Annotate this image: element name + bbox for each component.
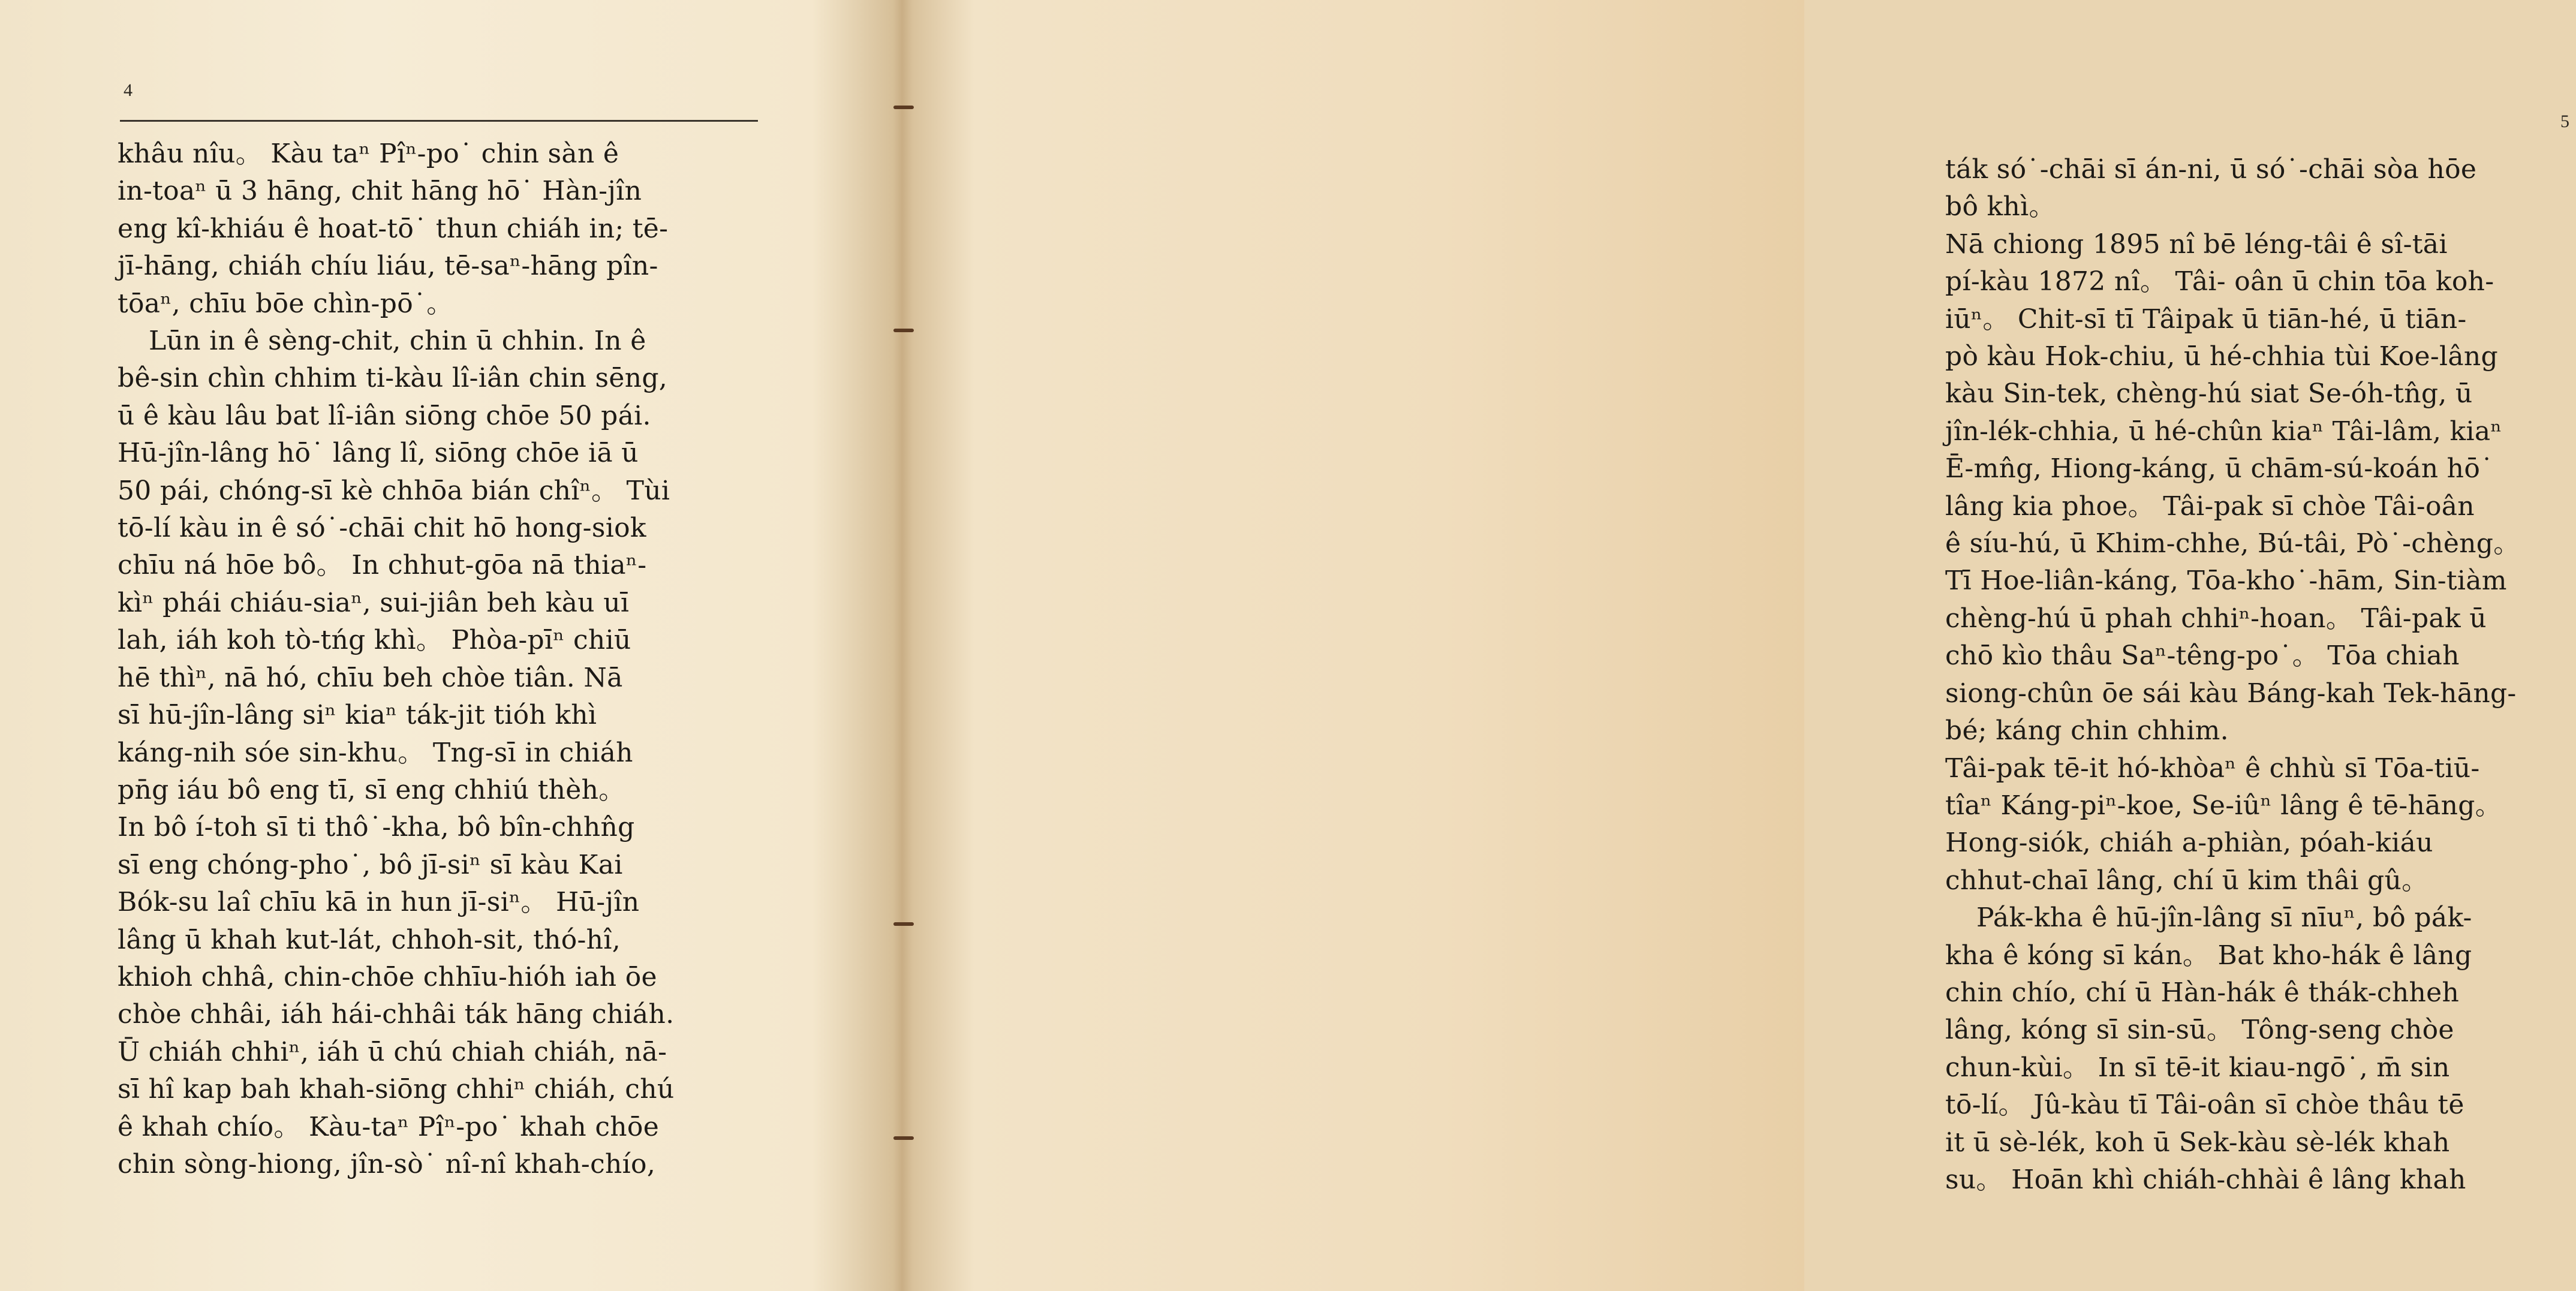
text-line: eng kî-khiáu ê hoat-tō˙ thun chiáh in; tē- [118, 213, 669, 244]
text-line: Ū chiáh chhiⁿ, iáh ū chú chiah chiáh, nā- [118, 1036, 667, 1067]
text-line: ê síu-hú, ū Khim-chhe, Bú-tâi, Pò˙-chèng。 [1945, 528, 2520, 559]
text-line: bô khì。 [1945, 191, 2056, 222]
text-line: Nā chiong 1895 nî bē léng-tâi ê sî-tāi [1945, 228, 2448, 260]
text-line: 50 pái, chóng-sī kè chhōa bián chîⁿ。 Tùi [118, 475, 670, 506]
text-line: sī hî kap bah khah-siōng chhiⁿ chiáh, chú [118, 1074, 675, 1105]
text-line: chun-kùi。 In sī tē-it kiau-ngō˙, m̄ sin [1945, 1052, 2450, 1083]
text-line: lâng, kóng sī sin-sū。 Tông-seng chòe [1945, 1015, 2454, 1046]
text-line: pn̄g iáu bô eng tī, sī eng chhiú thèh。 [118, 774, 625, 805]
text-line: pò kàu Hok-chiu, ū hé-chhia tùi Koe-lâng [1945, 341, 2498, 372]
text-line: bé; káng chin chhim. [1945, 715, 2229, 747]
text-line: ê khah chío。 Kàu-taⁿ Pîⁿ-po˙ khah chōe [118, 1111, 660, 1142]
text-line: Pák-kha ê hū-jîn-lâng sī nīuⁿ, bô pák- [1976, 902, 2472, 934]
text-line: lah, iáh koh tò-tńg khì。 Phòa-pīⁿ chiū [118, 625, 631, 656]
text-line: ták só˙-chāi sī án-ni, ū só˙-chāi sòa hōe [1945, 154, 2477, 185]
text-line: bê-sin chìn chhim ti-kàu lî-iân chin sēng, [118, 363, 668, 394]
left-text-block [118, 136, 754, 1183]
text-line: chin chío, chí ū Hàn-hák ê thák-chheh [1945, 977, 2460, 1008]
text-line: kha ê kóng sī kán。 Bat kho-hák ê lâng [1945, 940, 2472, 971]
page-number: 4 [124, 80, 133, 100]
text-line: Ē-mn̂g, Hiong-káng, ū chām-sú-koán hō˙ [1945, 453, 2494, 484]
text-line: chīu ná hōe bô。 In chhut-gōa nā thiaⁿ- [118, 550, 647, 581]
text-line: lâng kia phoe。 Tâi-pak sī chòe Tâi-oân [1945, 490, 2475, 522]
text-line: Lūn in ê sèng-chit, chin ū chhin. In ê [149, 326, 646, 357]
text-line: chòe chhâi, iáh hái-chhâi ták hāng chiáh. [118, 999, 675, 1030]
text-line: chō kìo thâu Saⁿ-têng-po˙。 Tōa chiah [1945, 640, 2460, 672]
text-line: In bô í-toh sī ti thô˙-kha, bô bîn-chhn̂g [118, 812, 635, 843]
text-line: Hū-jîn-lâng hō˙ lâng lî, siōng chōe iā ū [118, 438, 639, 469]
text-line: jîn-lék-chhia, ū hé-chûn kiaⁿ Tâi-lâm, kiaⁿ [1945, 416, 2502, 447]
text-line: tîaⁿ Káng-piⁿ-koe, Se-iûⁿ lâng ê tē-hāng。 [1945, 790, 2502, 821]
text-line: Hong-siók, chiáh a-phiàn, póah-kiáu [1945, 827, 2433, 859]
text-line: khâu nîu。 Kàu taⁿ Pîⁿ-po˙ chin sàn ê [118, 139, 619, 169]
page-number: 5 [2560, 112, 2569, 131]
text-line: chin sòng-hiong, jîn-sò˙ nî-nî khah-chío, [118, 1148, 656, 1179]
text-line: ū ê kàu lâu bat lî-iân siōng chōe 50 pái. [118, 400, 651, 431]
text-line: su。 Hoān khì chiáh-chhài ê lâng khah [1945, 1164, 2466, 1195]
text-line: Tī Hoe-liân-káng, Tōa-kho˙-hām, Sin-tiàm [1945, 565, 2507, 597]
text-line: chèng-hú ū phah chhiⁿ-hoan。 Tâi-pak ū [1945, 603, 2487, 634]
header-rule [120, 120, 758, 122]
text-line: iūⁿ。 Chit-sī tī Tâipak ū tiān-hé, ū tiān- [1945, 303, 2467, 335]
text-line: siong-chûn ōe sái kàu Báng-kah Tek-hāng- [1945, 678, 2517, 709]
text-line: kìⁿ phái chiáu-siaⁿ, sui-jiân beh kàu uī [118, 587, 630, 618]
text-line: chhut-chaī lâng, chí ū kim thâi gû。 [1945, 865, 2428, 896]
text-line: pí-kàu 1872 nî。 Tâi- oân ū chin tōa koh- [1945, 266, 2494, 297]
left-page [0, 0, 887, 1291]
text-line: tōaⁿ, chīu bōe chìn-pō˙。 [118, 288, 453, 319]
right-text-block [1945, 151, 2576, 1199]
text-line: khioh chhâ, chin-chōe chhīu-hióh iah ōe [118, 961, 657, 992]
text-line: Bók-su laî chīu kā in hun jī-siⁿ。 Hū-jîn [118, 887, 640, 918]
text-line: hē thìⁿ, nā hó, chīu beh chòe tiân. Nā [118, 662, 623, 693]
right-page [905, 0, 2569, 1291]
text-line: Tâi-pak tē-it hó-khòaⁿ ê chhù sī Tōa-tiū- [1945, 753, 2480, 784]
text-line: tō-lí。 Jû-kàu tī Tâi-oân sī chòe thâu tē [1945, 1090, 2464, 1121]
text-line: sī eng chóng-pho˙, bô jī-siⁿ sī kàu Kai [118, 849, 623, 880]
text-line: tō-lí kàu in ê só˙-chāi chit hō hong-siok [118, 513, 646, 544]
text-line: sī hū-jîn-lâng siⁿ kiaⁿ ták-jit tióh khì [118, 700, 597, 731]
text-line: jī-hāng, chiáh chíu liáu, tē-saⁿ-hāng pîn- [118, 251, 658, 282]
text-line: it ū sè-lék, koh ū Sek-kàu sè-lék khah [1945, 1127, 2450, 1158]
text-line: lâng ū khah kut-lát, chhoh-sit, thó-hî, [118, 924, 621, 955]
text-line: káng-nih sóe sin-khu。 Tng-sī in chiáh [118, 737, 633, 768]
text-line: in-toaⁿ ū 3 hāng, chit hāng hō˙ Hàn-jîn [118, 176, 642, 207]
text-line: kàu Sin-tek, chèng-hú siat Se-óh-tn̂g, ū [1945, 378, 2473, 410]
